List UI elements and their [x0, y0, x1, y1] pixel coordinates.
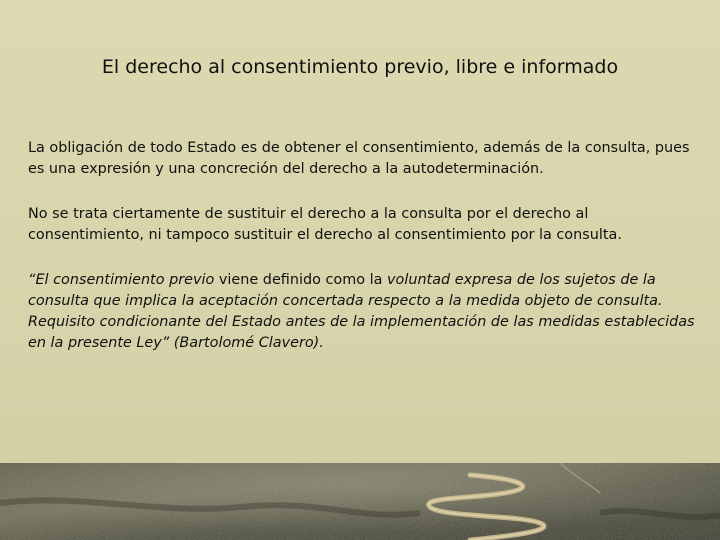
- quote-part-italic-1: “El consentimiento previo: [28, 272, 215, 288]
- footer-landscape-image: [0, 463, 720, 540]
- slide-body: [28, 138, 696, 378]
- slide-title: El derecho al consentimiento previo, libre e informado: [101, 56, 619, 78]
- paragraph-quote: [28, 270, 696, 354]
- quote-part-italic-2: voluntad expresa de los sujetos de la consulta que implica la aceptación concertada respecto a la medida objeto de consulta. Requisito condicionante del Estado antes de la implementación de las medidas establecidas en la presente Ley” (Bartolomé Clavero).: [28, 272, 695, 351]
- paragraph-substitution: No se trata ciertamente de sustituir el derecho a la consulta por el derecho al consentimiento, ni tampoco sustituir el derecho al consentimiento por la consulta.: [28, 206, 622, 243]
- quote-part-regular: viene definido como la: [214, 272, 387, 288]
- paragraph-obligation: La obligación de todo Estado es de obtener el consentimiento, además de la consulta, pues es una expresión y una concreción del derecho a la autodeterminación.: [28, 140, 690, 177]
